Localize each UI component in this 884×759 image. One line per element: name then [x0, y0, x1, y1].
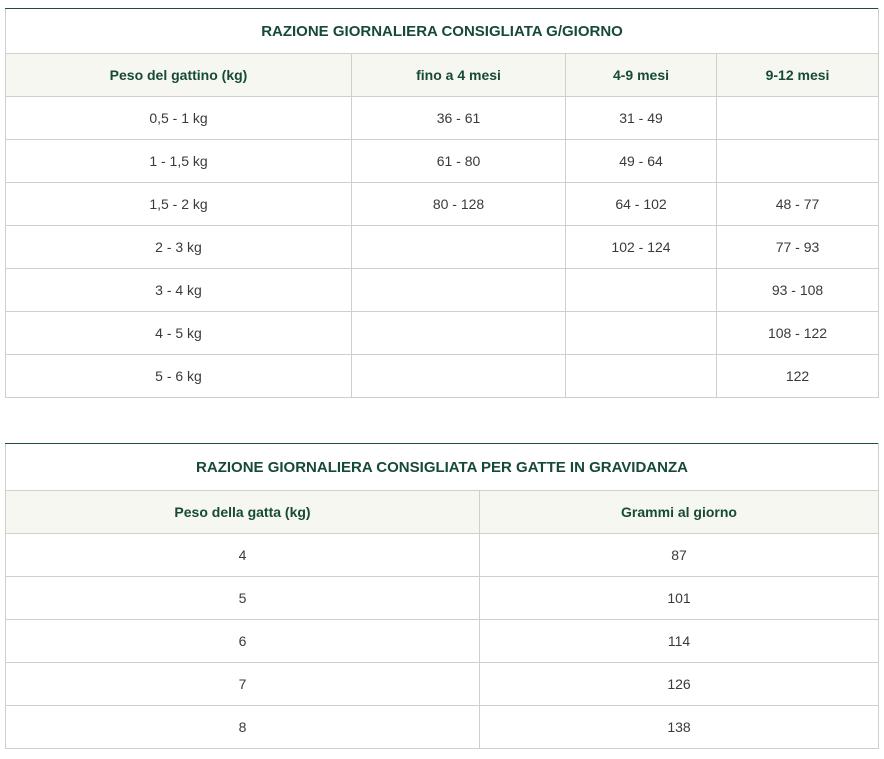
table-cell: 5 - 6 kg — [6, 355, 352, 398]
table-row — [6, 226, 879, 269]
column-header-cat-weight: Peso della gatta (kg) — [6, 491, 480, 534]
table-cell: 1,5 - 2 kg — [6, 183, 352, 226]
table-cell: 6 — [6, 620, 480, 663]
table-cell: 102 - 124 — [566, 226, 717, 269]
table-row — [6, 706, 879, 749]
table-header-row — [6, 54, 879, 97]
table-cell: 108 - 122 — [717, 312, 879, 355]
table-cell: 138 — [480, 706, 879, 749]
table-cell: 1 - 1,5 kg — [6, 140, 352, 183]
table-title: RAZIONE GIORNALIERA CONSIGLIATA G/GIORNO — [6, 9, 879, 54]
table-cell: 77 - 93 — [717, 226, 879, 269]
table-cell: 4 — [6, 534, 480, 577]
table-cell: 4 - 5 kg — [6, 312, 352, 355]
table-cell — [566, 355, 717, 398]
table-cell: 36 - 61 — [352, 97, 566, 140]
table-row — [6, 312, 879, 355]
table-row — [6, 97, 879, 140]
table-cell: 8 — [6, 706, 480, 749]
kitten-ration-table — [5, 8, 879, 398]
table-row — [6, 355, 879, 398]
table-cell: 0,5 - 1 kg — [6, 97, 352, 140]
column-header-grams-per-day: Grammi al giorno — [480, 491, 879, 534]
table-row — [6, 663, 879, 706]
table-cell: 3 - 4 kg — [6, 269, 352, 312]
table-row — [6, 577, 879, 620]
table-cell — [566, 269, 717, 312]
table-cell: 87 — [480, 534, 879, 577]
table-cell — [352, 355, 566, 398]
table-row — [6, 183, 879, 226]
table-cell: 31 - 49 — [566, 97, 717, 140]
column-header-kitten-weight: Peso del gattino (kg) — [6, 54, 352, 97]
table-cell: 64 - 102 — [566, 183, 717, 226]
table-cell: 61 - 80 — [352, 140, 566, 183]
pregnancy-ration-table — [5, 443, 879, 749]
table-cell — [717, 97, 879, 140]
table-title: RAZIONE GIORNALIERA CONSIGLIATA PER GATTE IN GRAVIDANZA — [6, 444, 879, 491]
table-cell — [352, 226, 566, 269]
table-cell — [717, 140, 879, 183]
table-cell: 93 - 108 — [717, 269, 879, 312]
table-cell — [352, 312, 566, 355]
table-cell: 5 — [6, 577, 480, 620]
table-cell: 126 — [480, 663, 879, 706]
column-header-4-9-months: 4-9 mesi — [566, 54, 717, 97]
table-cell: 80 - 128 — [352, 183, 566, 226]
table-header-row — [6, 491, 879, 534]
table-cell: 49 - 64 — [566, 140, 717, 183]
table-row — [6, 269, 879, 312]
table-cell: 114 — [480, 620, 879, 663]
column-header-9-12-months: 9-12 mesi — [717, 54, 879, 97]
table-cell: 122 — [717, 355, 879, 398]
table-row — [6, 620, 879, 663]
table-row — [6, 140, 879, 183]
table-cell — [352, 269, 566, 312]
table-cell: 101 — [480, 577, 879, 620]
column-header-up-to-4-months: fino a 4 mesi — [352, 54, 566, 97]
table-cell: 48 - 77 — [717, 183, 879, 226]
table-cell: 7 — [6, 663, 480, 706]
table-row — [6, 534, 879, 577]
table-cell: 2 - 3 kg — [6, 226, 352, 269]
table-cell — [566, 312, 717, 355]
